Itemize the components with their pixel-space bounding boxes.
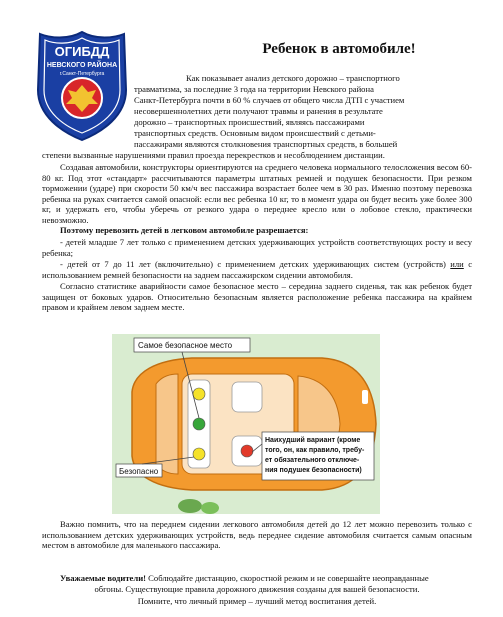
intro-line-6: транспортных средств. Основным видом происшествий с детьми- <box>134 128 376 138</box>
intro-line-8: степени вызванные нарушениями правил проезда перекрестков и несоблюдением дистанции. <box>42 150 385 160</box>
intro-line-2: травматизма, за последние 3 года на территории Невского района <box>134 84 374 94</box>
ogibdd-emblem <box>36 30 128 142</box>
bush-decoration <box>178 499 202 513</box>
emblem-subtitle: НЕВСКОГО РАЙОНА <box>46 62 118 69</box>
rule-7-to-11-part1: - детей от 7 до 11 лет (включительно) с применением детских удерживающих систем (устройств) <box>60 259 451 269</box>
page-title: Ребенок в автомобиле! <box>262 41 416 57</box>
seat-dot-rear-middle <box>193 418 205 430</box>
closing-bold: Уважаемые водители! <box>60 573 147 583</box>
seat-dot-rear-left <box>193 388 205 400</box>
rule-7-to-11 <box>42 259 472 280</box>
intro-line-7: пассажирами являются столкновения транспортных средств, в большей <box>134 139 398 149</box>
rule-under-7: - детей младше 7 лет только с применением детских удерживающих устройств соответствующих росту и весу ребенка; <box>42 237 472 258</box>
seat-dot-front-passenger <box>241 445 253 457</box>
safe-label: Безопасно <box>119 467 159 476</box>
shield-icon <box>36 30 128 142</box>
paragraph-front-seat: Важно помнить, что на переднем сидении легкового автомобиля детей до 12 лет можно перевозить только с использованием детских удерживающих устройств, ведь переднее сидение автомобиля считается самым опасным местом в автомобиле для маленького пассажира. <box>42 519 472 551</box>
bush-decoration <box>201 502 219 514</box>
worst-line-4: ния подушек безопасности) <box>265 467 362 474</box>
seat-dot-rear-right <box>193 448 205 460</box>
intro-line-3: Санкт-Петербурга почти в 60 % случаев от общего числа ДТП с участием <box>134 95 405 105</box>
intro-line-5: дорожно – транспортных происшествий, являясь пассажирами <box>134 117 365 127</box>
worst-line-1: Наихудший вариант (кроме <box>265 437 361 444</box>
paragraph-statistics: Согласно статистике аварийности самое безопасное место – середина заднего сиденья, так как ребенок будет защищен от боковых ударов. Относительно безопасным является расположение ребенка пассажира на крайнем правом и крайнем левом заднем месте. <box>42 281 472 313</box>
closing-text-1: Соблюдайте дистанцию, скоростной режим и не совершайте неоправданные <box>146 573 429 583</box>
closing-line-1 <box>42 573 472 584</box>
car-seat-diagram <box>112 334 380 514</box>
car-diagram-svg <box>112 334 380 514</box>
emblem-title: ОГИБДД <box>54 44 110 59</box>
intro-line-4: несовершеннолетних дети получают травмы и ранения в результате <box>134 106 383 116</box>
emblem-city: г.Санкт-Петербурга <box>59 71 105 77</box>
allowed-heading: Поэтому перевозить детей в легковом автомобиле разрешается: <box>60 225 309 235</box>
rule-or-word: или <box>450 259 464 269</box>
safest-label: Самое безопасное место <box>138 341 233 350</box>
closing-line-2: обгоны. Существующие правила дорожного движения созданы для вашей безопасности. <box>94 584 420 594</box>
worst-line-2: того, он, как правило, требу- <box>265 447 365 454</box>
intro-line-1: Как показывает анализ детского дорожно – транспортного <box>186 73 400 83</box>
worst-line-3: ет обязательного отключе- <box>265 457 360 464</box>
closing-line-3: Помните, что личный пример – лучший метод воспитания детей. <box>137 596 377 606</box>
paragraph-car-design: Создавая автомобили, конструкторы ориентируются на среднего человека нормального телосложения весом 60-80 кг. Под этот «стандарт» рассчитываются параметры штатных ремней и подушек безопасности. При резком торможении (ударе) при скорости 50 км/ч вес пассажира возрастает более чем в 30 раз. Именно поэтому перевозка ребенка на руках считается самой опасной: если вес ребенка 10 кг, то в момент удара он будет весить уже более 300 кг, и удержать его, чтобы уберечь от резкого удара о переднее кресло или о лобовое стекло, практически невозможно. <box>42 162 472 225</box>
rule-7-to-11-part2: с использованием ремней безопасности на заднем пассажирском сидении автомобиля. <box>42 259 473 280</box>
